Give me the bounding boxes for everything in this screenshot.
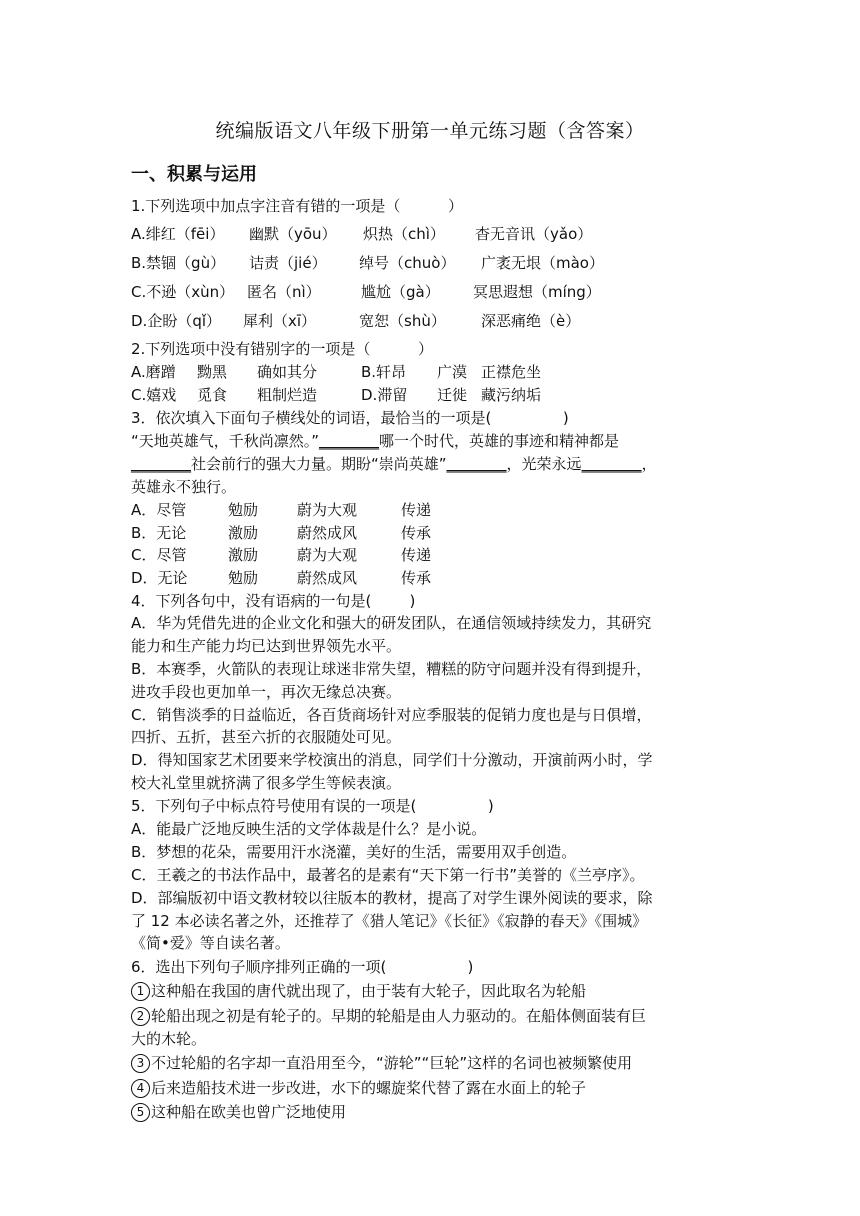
q5-line: D．部编版初中语文教材较以往版本的教材，提高了对学生课外阅读的要求，除 <box>131 889 653 907</box>
q3-option-item: A．尽管 <box>131 501 187 519</box>
q6-item-text: 这种船在欧美也曾广泛地使用 <box>151 1103 347 1121</box>
q3-blank: ________ <box>131 455 191 473</box>
q3-option-item: 激励 <box>228 546 259 564</box>
q1-c-item: C.不逊（xùn） <box>131 283 235 301</box>
q5-stem: 5．下列句子中标点符号使用有误的一项是( ) <box>131 797 494 815</box>
q6-item-number: 3 <box>131 1054 150 1073</box>
q1-d-item: 深恶痛绝（è） <box>481 312 581 330</box>
q3-passage-line <box>131 431 619 451</box>
q3-option-item: 蔚然成风 <box>297 569 358 587</box>
q2-item: 黝黑 <box>197 363 228 381</box>
q1-c-item: 冥思遐想（míng） <box>473 283 601 301</box>
q6-item <box>131 1006 646 1026</box>
q3-blank: ________ <box>319 432 380 450</box>
q2-item: 粗制烂造 <box>257 386 318 404</box>
q4-line: 能力和生产能力均已达到世界领先水平。 <box>131 637 402 655</box>
q3-option-item: 传承 <box>401 524 432 542</box>
q3-text: ，光荣永远 <box>506 455 582 473</box>
q1-b-item: 广袤无垠（mào） <box>481 254 604 272</box>
q6-item <box>131 981 586 1001</box>
q1-a-item: A.绯红（fēi） <box>131 225 225 243</box>
q2-item: B.轩昂 <box>361 363 407 381</box>
q3-option-item: B．无论 <box>131 524 187 542</box>
q3-option-item: D．无论 <box>131 569 188 587</box>
q1-a-item: 炽热（chì） <box>363 225 445 243</box>
q4-line: B．本赛季，火箭队的表现让球迷非常失望，糟糕的防守问题并没有得到提升， <box>131 660 652 678</box>
q4-line: 四折、五折，甚至六折的衣服随处可见。 <box>131 728 402 746</box>
q1-c-item: 尴尬（gà） <box>361 283 440 301</box>
q1-d-item: D.企盼（qǐ） <box>131 312 222 330</box>
q6-item-text: 轮船出现之初是有轮子的。早期的轮船是由人力驱动的。在船体侧面装有巨 <box>151 1007 647 1025</box>
q3-text: 哪一个时代，英雄的事迹和精神都是 <box>379 432 620 450</box>
q4-line: 校大礼堂里就挤满了很多学生等候表演。 <box>131 774 402 792</box>
q3-option-item: 传承 <box>401 569 432 587</box>
q6-item <box>131 1053 632 1073</box>
q3-option-item: 勉励 <box>228 501 259 519</box>
q3-blank: ________ <box>581 455 642 473</box>
section-heading: 一、积累与运用 <box>131 164 257 185</box>
q5-line: A．能最广泛地反映生活的文学体裁是什么？是小说。 <box>131 820 487 838</box>
q2-item: 广漠 <box>437 363 468 381</box>
q6-item-text: 后来造船技术进一步改进，水下的螺旋桨代替了露在水面上的轮子 <box>151 1079 587 1097</box>
q1-c-item: 匿名（nì） <box>247 283 321 301</box>
q2-item: C.嬉戏 <box>131 386 177 404</box>
q6-item <box>131 1078 586 1098</box>
q1-stem: 1.下列选项中加点字注音有错的一项是（ ） <box>131 197 463 215</box>
q3-option-item: 蔚为大观 <box>297 501 358 519</box>
q2-item: D.滞留 <box>361 386 408 404</box>
q6-item <box>131 1102 346 1122</box>
q3-passage-line: 英雄永不独行。 <box>131 478 237 496</box>
q3-option-item: 勉励 <box>228 569 259 587</box>
q2-item: 确如其分 <box>257 363 318 381</box>
q1-d-item: 犀利（xī） <box>243 312 317 330</box>
q3-stem: 3．依次填入下面句子横线处的词语，最恰当的一项是( ) <box>131 409 569 427</box>
q4-line: A．华为凭借先进的企业文化和强大的研发团队，在通信领域持续发力，其研究 <box>131 614 652 632</box>
q5-line: 《简•爱》等自读名著。 <box>131 934 290 952</box>
q3-option-item: 传递 <box>401 501 432 519</box>
q2-item: 正襟危坐 <box>481 363 542 381</box>
q6-item-number: 4 <box>131 1079 150 1098</box>
q3-text: “天地英雄气，千秋尚凛然。” <box>131 432 320 450</box>
q6-item-text: 这种船在我国的唐代就出现了，由于装有大轮子，因此取名为轮船 <box>151 982 587 1000</box>
q5-line: C．王羲之的书法作品中，最著名的是素有“天下第一行书”美誉的《兰亭序》。 <box>131 866 645 884</box>
q6-stem: 6．选出下列句子顺序排列正确的一项( ) <box>131 958 474 976</box>
q6-item-number: 1 <box>131 982 150 1001</box>
q6-item-continuation: 大的木轮。 <box>131 1030 207 1048</box>
q3-passage-line <box>131 454 657 474</box>
q3-option-item: 传递 <box>401 546 432 564</box>
q1-b-item: B.禁锢（gù） <box>131 254 226 272</box>
q3-option-item: 蔚为大观 <box>297 546 358 564</box>
q5-line: 了 12 本必读名著之外，还推荐了《猎人笔记》《长征》《寂静的春天》《围城》 <box>131 912 648 930</box>
q4-line: D．得知国家艺术团要来学校演出的消息，同学们十分激动，开演前两小时，学 <box>131 751 653 769</box>
q3-text: ， <box>641 455 657 473</box>
q2-item: 迁徙 <box>437 386 468 404</box>
q3-option-item: 蔚然成风 <box>297 524 358 542</box>
q3-option-item: C．尽管 <box>131 546 187 564</box>
q3-option-item: 激励 <box>228 524 259 542</box>
q6-item-number: 2 <box>131 1007 150 1026</box>
q3-blank: ________ <box>446 455 507 473</box>
q1-a-item: 幽默（yōu） <box>249 225 337 243</box>
document-title: 统编版语文八年级下册第一单元练习题（含答案） <box>215 120 645 142</box>
q5-line: B．梦想的花朵，需要用汗水浇灌，美好的生活，需要用双手创造。 <box>131 843 577 861</box>
q4-line: 进攻手段也更加单一，再次无缘总决赛。 <box>131 683 402 701</box>
q2-stem: 2.下列选项中没有错别字的一项是（ ） <box>131 340 433 358</box>
q1-b-item: 诘责（jié） <box>249 254 327 272</box>
q3-text: 社会前行的强大力量。期盼“崇尚英雄” <box>191 455 447 473</box>
q1-b-item: 绰号（chuò） <box>359 254 456 272</box>
q2-item: A.磨蹭 <box>131 363 176 381</box>
q6-item-number: 5 <box>131 1103 150 1122</box>
q6-item-text: 不过轮船的名字却一直沿用至今，“游轮”“巨轮”这样的名词也被频繁使用 <box>151 1054 633 1072</box>
q1-a-item: 杳无音讯（yǎo） <box>475 225 593 243</box>
q4-stem: 4．下列各句中，没有语病的一句是( ) <box>131 592 416 610</box>
q4-line: C．销售淡季的日益临近，各百货商场针对应季服装的促销力度也是与日俱增， <box>131 706 652 724</box>
q2-item: 觅食 <box>197 386 228 404</box>
q1-d-item: 宽恕（shù） <box>359 312 446 330</box>
q2-item: 藏污纳垢 <box>481 386 542 404</box>
